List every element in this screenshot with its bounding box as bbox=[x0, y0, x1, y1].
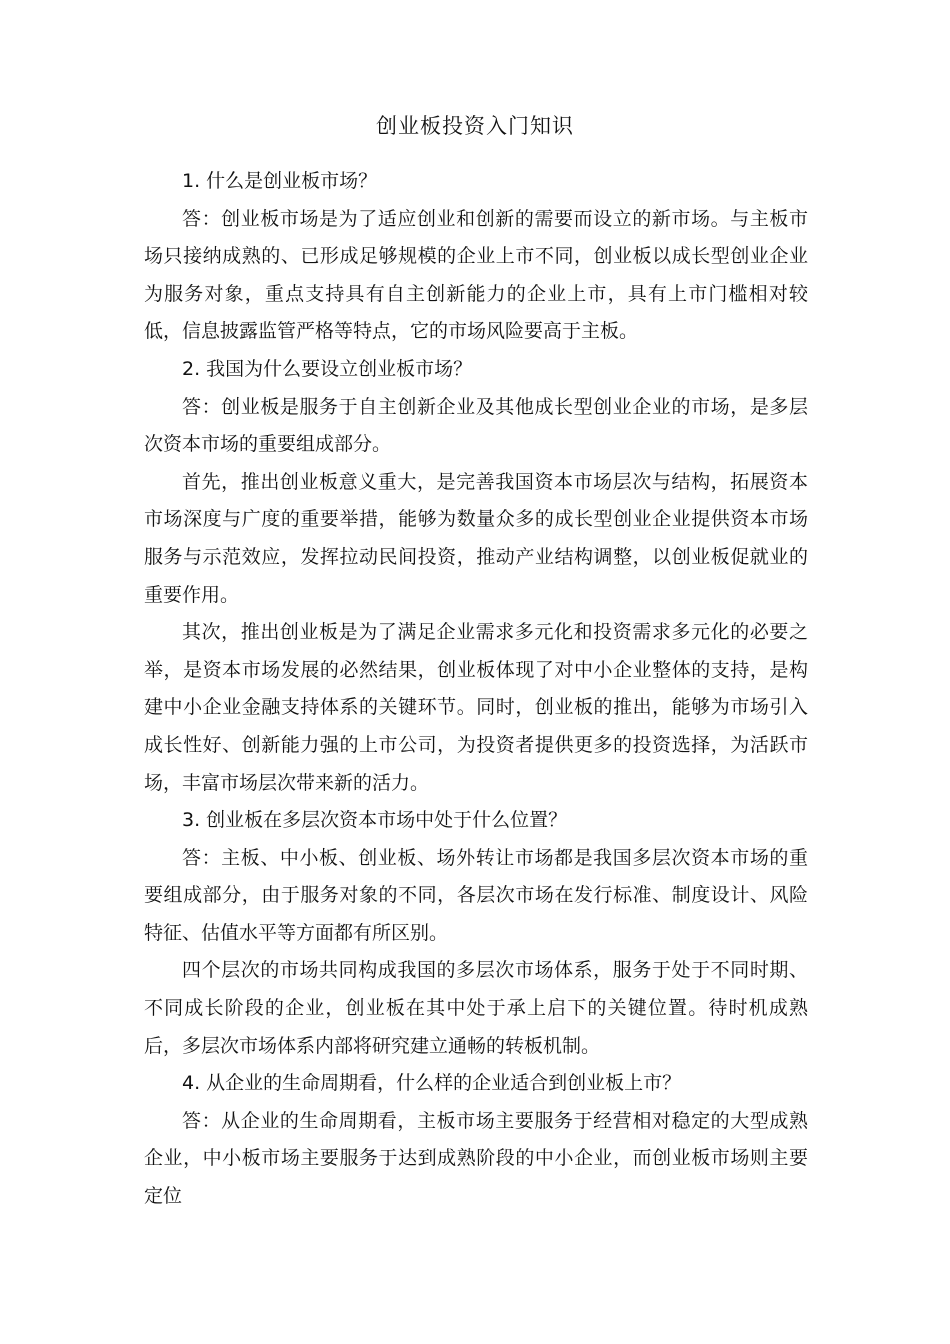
question-heading-3: 3. 创业板在多层次资本市场中处于什么位置？ bbox=[182, 809, 568, 832]
answer-paragraph-3: 答：主板、中小板、创业板、场外转让市场都是我国多层次资本市场的重要组成部分，由于服务对象的不同，各层次市场在发行标准、制度设计、风险特征、估值水平等方面都有所区别。 bbox=[144, 846, 808, 944]
question-heading-4: 4. 从企业的生命周期看，什么样的企业适合到创业板上市？ bbox=[182, 1072, 682, 1095]
answer-paragraph-3-continued: 四个层次的市场共同构成我国的多层次市场体系，服务于处于不同时期、不同成长阶段的企业，创业板在其中处于承上启下的关键位置。待时机成熟后，多层次市场体系内部将研究建立通畅的转板机制。 bbox=[144, 959, 808, 1057]
document-body bbox=[144, 163, 808, 1216]
question-heading-1: 1. 什么是创业板市场？ bbox=[182, 170, 378, 192]
answer-paragraph-2-second: 其次，推出创业板是为了满足企业需求多元化和投资需求多元化的必要之举，是资本市场发展的必然结果，创业板体现了对中小企业整体的支持，是构建中小企业金融支持体系的关键环节。同时，创业板的推出，能够为市场引入成长性好、创新能力强的上市公司，为投资者提供更多的投资选择，为活跃市场，丰富市场层次带来新的活力。 bbox=[144, 621, 808, 794]
answer-paragraph-1: 答：创业板市场是为了适应创业和创新的需要而设立的新市场。与主板市场只接纳成熟的、已形成足够规模的企业上市不同，创业板以成长型创业企业为服务对象，重点支持具有自主创新能力的企业上市，具有上市门槛相对较低，信息披露监管严格等特点，它的市场风险要高于主板。 bbox=[144, 207, 808, 343]
question-heading-2: 2. 我国为什么要设立创业板市场？ bbox=[182, 357, 473, 380]
answer-paragraph-2-first: 首先，推出创业板意义重大，是完善我国资本市场层次与结构，拓展资本市场深度与广度的重要举措，能够为数量众多的成长型创业企业提供资本市场服务与示范效应，发挥拉动民间投资，推动产业结构调整，以创业板促就业的重要作用。 bbox=[144, 470, 808, 606]
document-title: 创业板投资入门知识 bbox=[376, 114, 574, 138]
answer-paragraph-2: 答：创业板是服务于自主创新企业及其他成长型创业企业的市场，是多层次资本市场的重要组成部分。 bbox=[144, 395, 808, 456]
answer-paragraph-4: 答：从企业的生命周期看，主板市场主要服务于经营相对稳定的大型成熟企业，中小板市场主要服务于达到成熟阶段的中小企业，而创业板市场则主要定位 bbox=[144, 1109, 808, 1208]
